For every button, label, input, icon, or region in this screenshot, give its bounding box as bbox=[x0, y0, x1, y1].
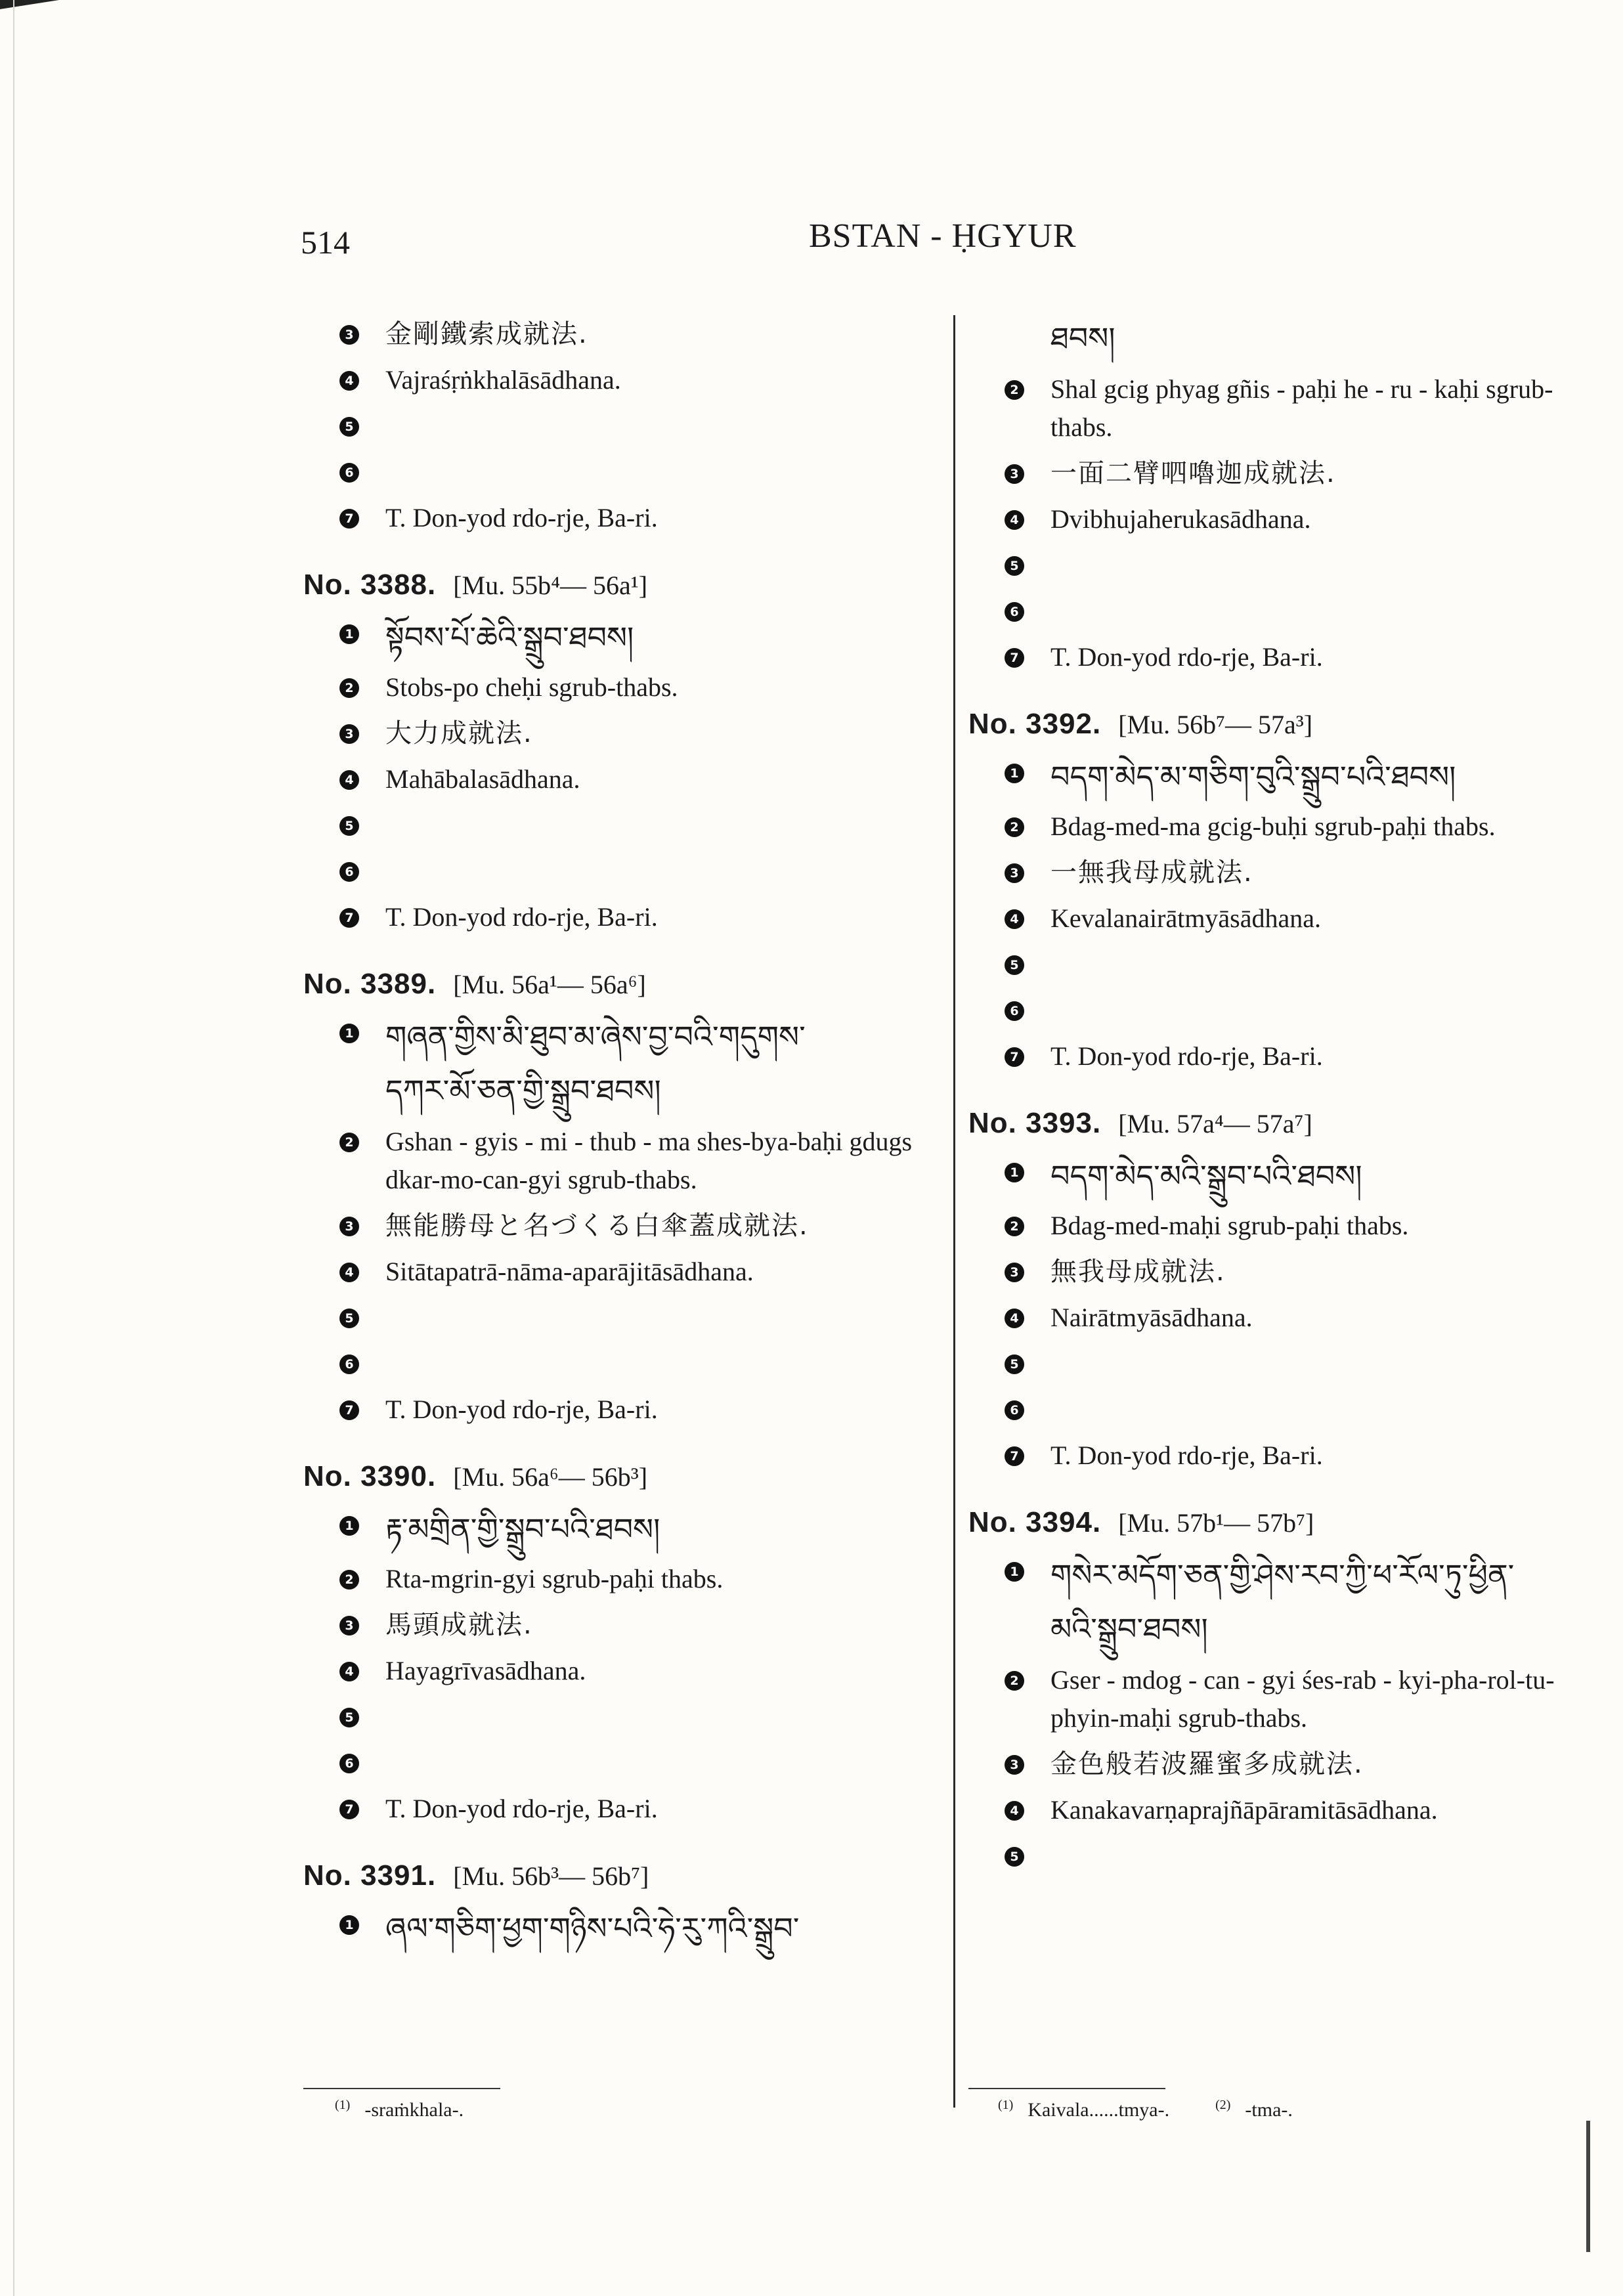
circled-number-6: 6 bbox=[339, 463, 359, 483]
circled-number-2: 2 bbox=[1005, 380, 1024, 400]
entry-line-tibetan bbox=[303, 1014, 947, 1060]
circled-number-1: 1 bbox=[339, 1024, 359, 1043]
circled-number-2: 2 bbox=[1005, 1217, 1024, 1236]
entry-line-transliteration bbox=[968, 370, 1612, 446]
circled-number-5: 5 bbox=[1005, 955, 1024, 975]
entry-reference: [Mu. 57b¹— 57b⁷] bbox=[1118, 1508, 1314, 1538]
sanskrit-title: Dvibhujaherukasādhana. bbox=[1050, 504, 1311, 534]
entry-line-empty bbox=[303, 1345, 947, 1383]
circled-number-2: 2 bbox=[339, 678, 359, 698]
entry-line-empty bbox=[303, 1299, 947, 1337]
sanskrit-title: Sitātapatrā-nāma-aparājitāsādhana. bbox=[385, 1257, 754, 1286]
circled-number-6: 6 bbox=[1005, 1001, 1024, 1021]
entry-header bbox=[968, 1506, 1612, 1539]
translator: T. Don-yod rdo-rje, Ba-ri. bbox=[1050, 642, 1323, 672]
circled-number-5: 5 bbox=[339, 1708, 359, 1727]
entry-reference: [Mu. 56a¹— 56a⁶] bbox=[453, 970, 646, 999]
transliteration: Shal gcig phyag gñis - paḥi he - ru - kaḥi sgrub-thabs. bbox=[1050, 374, 1553, 442]
transliteration: Gshan - gyis - mi - thub - ma shes-bya-baḥi gdugs dkar-mo-can-gyi sgrub-thabs. bbox=[385, 1127, 913, 1194]
circled-number-2: 2 bbox=[339, 1570, 359, 1590]
entry-header bbox=[968, 1107, 1612, 1140]
running-head: BSTAN - ḤGYUR bbox=[809, 217, 1077, 255]
transliteration: Stobs-po cheḥi sgrub-thabs. bbox=[385, 672, 678, 702]
footnote-text: Kaivala......tmya-. bbox=[1028, 2099, 1170, 2121]
footnote-text: -tma-. bbox=[1245, 2099, 1293, 2121]
entry-line-transliteration bbox=[303, 1123, 947, 1199]
circled-number-5: 5 bbox=[1005, 556, 1024, 576]
entry-line-translator bbox=[303, 898, 947, 936]
entry-number: No. 3394. bbox=[968, 1506, 1102, 1538]
translator: T. Don-yod rdo-rje, Ba-ri. bbox=[1050, 1041, 1323, 1071]
entry-line-empty bbox=[968, 1391, 1612, 1429]
circled-number-7: 7 bbox=[339, 908, 359, 928]
entry-reference: [Mu. 55b⁴— 56a¹] bbox=[453, 571, 648, 600]
entry-header bbox=[303, 968, 947, 1001]
tibetan-title: རྟ་མགྲིན་གྱི་སྒྲུབ་པའི་ཐབས། bbox=[385, 1511, 660, 1547]
entry-line-tibetan bbox=[303, 615, 947, 661]
circled-number-7: 7 bbox=[1005, 648, 1024, 668]
entry-line-sanskrit bbox=[303, 361, 947, 399]
chinese-title: 馬頭成就法. bbox=[385, 1610, 533, 1640]
entry-line-sanskrit bbox=[968, 899, 1612, 938]
entry-line-empty bbox=[968, 1837, 1612, 1875]
footnote-text: -sraṁkhala-. bbox=[364, 2099, 464, 2121]
page-number: 514 bbox=[301, 224, 350, 261]
circled-number-1: 1 bbox=[1005, 1163, 1024, 1182]
entry-header bbox=[303, 1859, 947, 1892]
circled-number-7: 7 bbox=[339, 1800, 359, 1819]
transliteration: Gser - mdog - can - gyi śes-rab - kyi-pha-rol-tu-phyin-maḥi sgrub-thabs. bbox=[1050, 1665, 1555, 1733]
circled-number-4: 4 bbox=[339, 1263, 359, 1282]
entry-header bbox=[303, 569, 947, 601]
circled-number-2: 2 bbox=[1005, 817, 1024, 837]
entry-line-transliteration bbox=[303, 1560, 947, 1598]
sanskrit-title: Kanakavarṇaprajñāpāramitāsādhana. bbox=[1050, 1795, 1438, 1825]
entry-line-tibetan bbox=[303, 1905, 947, 1951]
translator: T. Don-yod rdo-rje, Ba-ri. bbox=[385, 1794, 658, 1823]
entry-3394 bbox=[968, 1506, 1612, 1875]
entry-line-empty bbox=[303, 453, 947, 491]
circled-number-1: 1 bbox=[339, 624, 359, 644]
translator: T. Don-yod rdo-rje, Ba-ri. bbox=[1050, 1440, 1323, 1470]
tibetan-title: ཞལ་གཅིག་ཕྱག་གཉིས་པའི་ཧེ་རུ་ཀའི་སྒྲུབ་ bbox=[385, 1911, 800, 1946]
entry-line-sanskrit bbox=[303, 1253, 947, 1291]
footnote bbox=[335, 2098, 464, 2121]
column-divider bbox=[953, 315, 955, 2108]
chinese-title: 一無我母成就法. bbox=[1050, 857, 1253, 888]
circled-number-7: 7 bbox=[339, 1400, 359, 1420]
circled-number-3: 3 bbox=[339, 724, 359, 744]
entry-line-chinese bbox=[303, 315, 947, 353]
circled-number-3: 3 bbox=[1005, 464, 1024, 484]
entry-line-transliteration bbox=[303, 668, 947, 706]
sanskrit-title: Hayagrīvasādhana. bbox=[385, 1656, 586, 1685]
chinese-title: 無我母成就法. bbox=[1050, 1257, 1226, 1287]
circled-number-7: 7 bbox=[1005, 1047, 1024, 1067]
footnote-marker: (2) bbox=[1215, 2098, 1231, 2112]
entry-line-sanskrit bbox=[968, 1791, 1612, 1829]
circled-number-3: 3 bbox=[339, 325, 359, 345]
entry-header bbox=[968, 708, 1612, 741]
left-column bbox=[303, 315, 947, 1983]
circled-number-6: 6 bbox=[339, 862, 359, 882]
tibetan-title: བདག་མེད་མའི་སྒྲུབ་པའི་ཐབས། bbox=[1050, 1158, 1362, 1194]
entry-line-transliteration bbox=[968, 1207, 1612, 1245]
circled-number-1: 1 bbox=[339, 1915, 359, 1935]
entry-line-empty bbox=[303, 407, 947, 445]
footnote-rule bbox=[968, 2088, 1165, 2089]
entry-line-chinese bbox=[968, 1745, 1612, 1783]
circled-number-4: 4 bbox=[1005, 909, 1024, 929]
entry-line-translator bbox=[303, 1790, 947, 1828]
entry-line-empty bbox=[303, 1744, 947, 1782]
tibetan-title-continued: ཐབས། bbox=[1050, 320, 1115, 356]
circled-number-5: 5 bbox=[339, 1309, 359, 1328]
entry-line-empty bbox=[303, 806, 947, 844]
entry-3391 bbox=[303, 1859, 947, 1951]
entry-number: No. 3389. bbox=[303, 968, 437, 1000]
entry-line-empty bbox=[968, 1345, 1612, 1383]
entry-number: No. 3388. bbox=[303, 569, 437, 601]
entry-line-transliteration bbox=[968, 808, 1612, 846]
tibetan-title: གསེར་མདོག་ཅན་གྱི་ཤེས་རབ་ཀྱི་ཕ་རོལ་ཏུ་ཕྱིན་ bbox=[1050, 1557, 1515, 1593]
entry-line-tibetan bbox=[968, 1552, 1612, 1598]
entry-line-translator bbox=[968, 1037, 1612, 1075]
circled-number-6: 6 bbox=[339, 1754, 359, 1773]
entry-line-tibetan bbox=[968, 754, 1612, 800]
translator: T. Don-yod rdo-rje, Ba-ri. bbox=[385, 503, 658, 532]
circled-number-7: 7 bbox=[339, 509, 359, 529]
circled-number-6: 6 bbox=[339, 1354, 359, 1374]
entry-reference: [Mu. 57a⁴— 57a⁷] bbox=[1118, 1109, 1312, 1138]
entry-reference: [Mu. 56b⁷— 57a³] bbox=[1118, 710, 1313, 739]
chinese-title: 一面二臂呬嚕迦成就法. bbox=[1050, 458, 1336, 488]
footnote bbox=[998, 2098, 1293, 2121]
footnote-marker: (1) bbox=[335, 2098, 351, 2112]
chinese-title: 大力成就法. bbox=[385, 718, 533, 748]
circled-number-4: 4 bbox=[339, 1662, 359, 1681]
tibetan-title-continued: དཀར་མོ་ཅན་གྱི་སྒྲུབ་ཐབས། bbox=[385, 1073, 661, 1108]
translator: T. Don-yod rdo-rje, Ba-ri. bbox=[385, 902, 658, 932]
entry-header bbox=[303, 1460, 947, 1493]
entry-3393 bbox=[968, 1107, 1612, 1475]
entry-line-translator bbox=[968, 1437, 1612, 1475]
circled-number-6: 6 bbox=[1005, 602, 1024, 622]
circled-number-4: 4 bbox=[1005, 1801, 1024, 1821]
entry-line-chinese bbox=[968, 454, 1612, 492]
entry-number: No. 3393. bbox=[968, 1107, 1102, 1139]
circled-number-2: 2 bbox=[1005, 1671, 1024, 1691]
circled-number-5: 5 bbox=[339, 417, 359, 437]
circled-number-1: 1 bbox=[339, 1516, 359, 1536]
tibetan-title: བདག་མེད་མ་གཅིག་བུའི་སྒྲུབ་པའི་ཐབས། bbox=[1050, 759, 1456, 794]
right-column bbox=[968, 315, 1612, 1907]
footnote-rule bbox=[303, 2088, 500, 2089]
entry-line-empty bbox=[303, 852, 947, 890]
translator: T. Don-yod rdo-rje, Ba-ri. bbox=[385, 1395, 658, 1424]
sanskrit-title: Mahābalasādhana. bbox=[385, 764, 580, 794]
page-edge-mark bbox=[0, 0, 59, 9]
entry-line-sanskrit bbox=[968, 500, 1612, 538]
circled-number-5: 5 bbox=[339, 816, 359, 836]
entry-number: No. 3392. bbox=[968, 708, 1102, 740]
entry-3388 bbox=[303, 569, 947, 936]
entry-line-translator bbox=[303, 1391, 947, 1429]
entry-number: No. 3390. bbox=[303, 1460, 437, 1492]
tibetan-title: གཞན་གྱིས་མི་ཐུབ་མ་ཞེས་བྱ་བའི་གདུགས་ bbox=[385, 1019, 806, 1054]
entry-reference: [Mu. 56b³— 56b⁷] bbox=[453, 1861, 649, 1891]
chinese-title: 金剛鐵索成就法. bbox=[385, 319, 588, 349]
transliteration: Rta-mgrin-gyi sgrub-paḥi thabs. bbox=[385, 1564, 724, 1593]
entry-line-translator bbox=[968, 638, 1612, 676]
entry-line-chinese bbox=[968, 854, 1612, 892]
circled-number-4: 4 bbox=[1005, 1309, 1024, 1328]
transliteration: Bdag-med-maḥi sgrub-paḥi thabs. bbox=[1050, 1211, 1409, 1240]
entry-line-chinese bbox=[303, 1606, 947, 1644]
circled-number-3: 3 bbox=[1005, 1263, 1024, 1282]
entry-line-sanskrit bbox=[303, 1652, 947, 1690]
sanskrit-title: Vajraśṛṅkhalāsādhana. bbox=[385, 365, 621, 395]
tibetan-title-continued: མའི་སྒྲུབ་ཐབས། bbox=[1050, 1611, 1208, 1647]
entry-3392 bbox=[968, 708, 1612, 1075]
transliteration: Bdag-med-ma gcig-buḥi sgrub-paḥi thabs. bbox=[1050, 812, 1496, 841]
entry-line-transliteration bbox=[968, 1661, 1612, 1737]
entry-reference: [Mu. 56a⁶— 56b³] bbox=[453, 1462, 648, 1492]
entry-line-empty bbox=[968, 546, 1612, 584]
circled-number-5: 5 bbox=[1005, 1847, 1024, 1867]
entry-line-sanskrit bbox=[968, 1299, 1612, 1337]
circled-number-1: 1 bbox=[1005, 1562, 1024, 1582]
entry-line-empty bbox=[303, 1698, 947, 1736]
chinese-title: 金色般若波羅蜜多成就法. bbox=[1050, 1749, 1364, 1779]
sanskrit-title: Nairātmyāsādhana. bbox=[1050, 1303, 1253, 1332]
entry-3390 bbox=[303, 1460, 947, 1828]
entry-line-chinese bbox=[303, 714, 947, 752]
entry-line-sanskrit bbox=[303, 760, 947, 798]
circled-number-2: 2 bbox=[339, 1133, 359, 1152]
tibetan-title: སྟོབས་པོ་ཆེའི་སྒྲུབ་ཐབས། bbox=[385, 620, 634, 655]
circled-number-3: 3 bbox=[339, 1217, 359, 1236]
circled-number-6: 6 bbox=[1005, 1400, 1024, 1420]
sanskrit-title: Kevalanairātmyāsādhana. bbox=[1050, 903, 1322, 933]
entry-3389 bbox=[303, 968, 947, 1429]
circled-number-4: 4 bbox=[339, 770, 359, 790]
entry-line-chinese bbox=[968, 1253, 1612, 1291]
entry-line-empty bbox=[968, 592, 1612, 630]
circled-number-4: 4 bbox=[1005, 510, 1024, 530]
circled-number-3: 3 bbox=[1005, 863, 1024, 883]
circled-number-4: 4 bbox=[339, 371, 359, 391]
circled-number-5: 5 bbox=[1005, 1354, 1024, 1374]
entry-number: No. 3391. bbox=[303, 1859, 437, 1892]
entry-3387-continued bbox=[303, 315, 947, 537]
circled-number-1: 1 bbox=[1005, 764, 1024, 783]
entry-line-translator bbox=[303, 499, 947, 537]
entry-3391-continued bbox=[968, 315, 1612, 676]
entry-line-empty bbox=[968, 945, 1612, 984]
scan-artifact bbox=[1586, 2121, 1590, 2252]
circled-number-3: 3 bbox=[339, 1616, 359, 1635]
entry-line-chinese bbox=[303, 1207, 947, 1245]
circled-number-7: 7 bbox=[1005, 1446, 1024, 1466]
chinese-title: 無能勝母と名づくる白傘蓋成就法. bbox=[385, 1211, 809, 1241]
circled-number-3: 3 bbox=[1005, 1755, 1024, 1775]
entry-line-tibetan bbox=[303, 1506, 947, 1552]
footnote-marker: (1) bbox=[998, 2098, 1014, 2112]
page-edge-line bbox=[13, 0, 14, 2296]
entry-line-empty bbox=[968, 991, 1612, 1029]
entry-line-tibetan bbox=[968, 1153, 1612, 1199]
